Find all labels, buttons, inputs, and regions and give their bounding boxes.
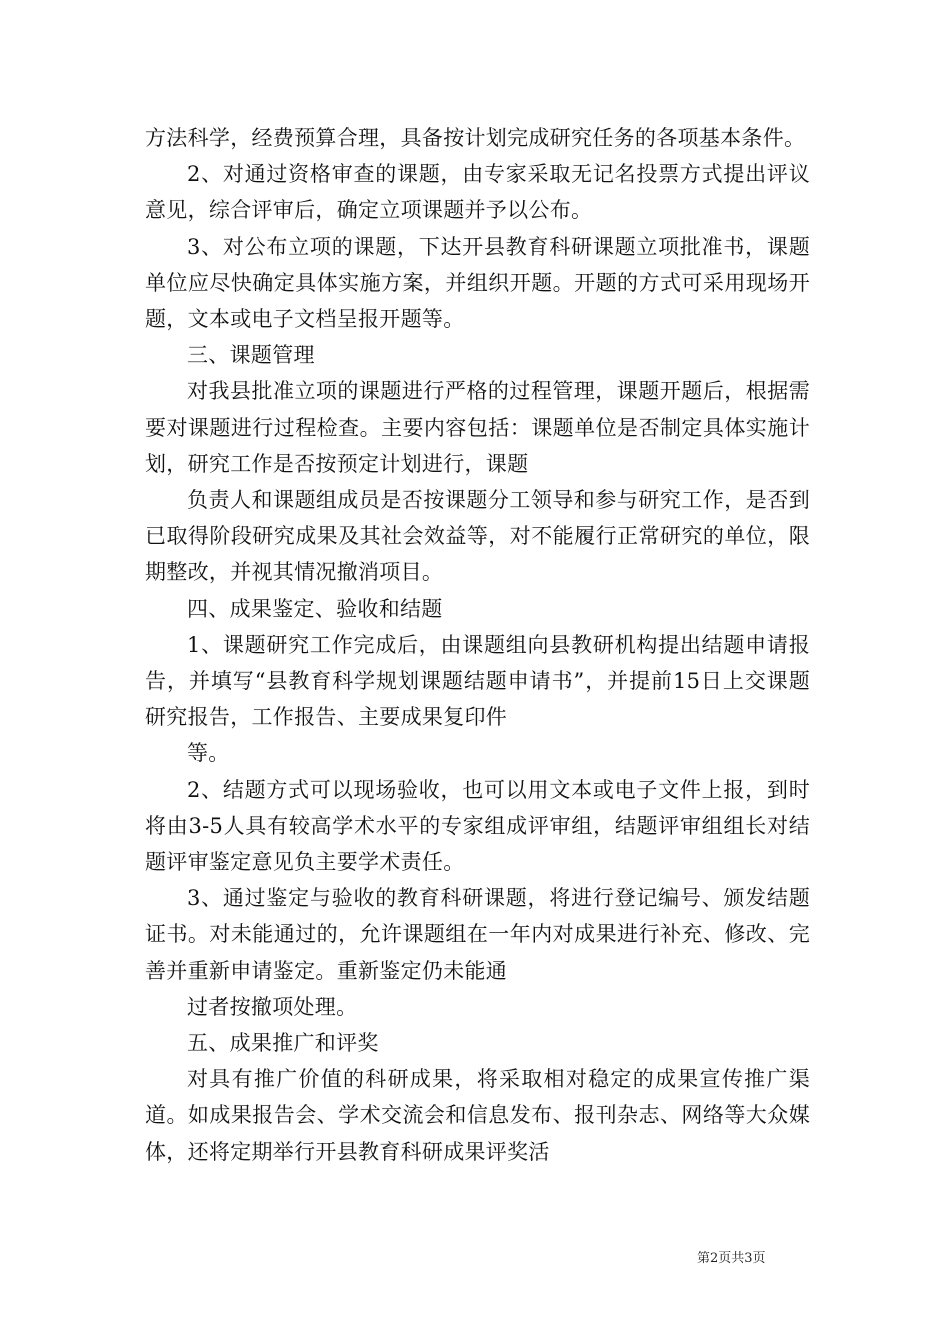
paragraph: 2、对通过资格审查的课题，由专家采取无记名投票方式提出评议意见，综合评审后，确定立项课题并予以公布。 xyxy=(145,162,810,223)
paragraph: 对我县批准立项的课题进行严格的过程管理，课题开题后，根据需要对课题进行过程检查。主要内容包括：课题单位是否制定具体实施计划，研究工作是否按预定计划进行，课题 xyxy=(145,379,810,476)
paragraph: 2、结题方式可以现场验收，也可以用文本或电子文件上报，到时将由3-5人具有较高学术水平的专家组成评审组，结题评审组组长对结题评审鉴定意见负主要学术责任。 xyxy=(145,777,810,875)
paragraph: 3、对公布立项的课题，下达开县教育科研课题立项批准书，课题单位应尽快确定具体实施方案，并组织开题。开题的方式可采用现场开题，文本或电子文档呈报开题等。 xyxy=(145,234,810,332)
section-heading: 五、成果推广和评奖 xyxy=(187,1031,379,1056)
paragraph: 负责人和课题组成员是否按课题分工领导和参与研究工作，是否到已取得阶段研究成果及其社会效益等，对不能履行正常研究的单位，限期整改，并视其情况撤消项目。 xyxy=(145,488,810,585)
paragraph: 过者按撤项处理。 xyxy=(187,994,358,1019)
paragraph-continuation: 方法科学，经费预算合理，具备按计划完成研究任务的各项基本条件。 xyxy=(145,126,806,150)
page-number: 第2页共3页 xyxy=(697,1251,766,1266)
section-heading: 三、课题管理 xyxy=(187,343,315,368)
paragraph: 等。 xyxy=(187,741,230,766)
section-heading: 四、成果鉴定、验收和结题 xyxy=(187,596,443,621)
document-body xyxy=(145,120,810,1170)
paragraph: 1、课题研究工作完成后，由课题组向县教研机构提出结题申请报告，并填写“县教育科学规划课题结题申请书”，并提前15日上交课题研究报告，工作报告、主要成果复印件 xyxy=(145,632,810,730)
paragraph: 3、通过鉴定与验收的教育科研课题，将进行登记编号、颁发结题证书。对未能通过的，允许课题组在一年内对成果进行补充、修改、完善并重新申请鉴定。重新鉴定仍未能通 xyxy=(145,886,810,983)
paragraph: 对具有推广价值的科研成果，将采取相对稳定的成果宣传推广渠道。如成果报告会、学术交流会和信息发布、报刊杂志、网络等大众媒体，还将定期举行开县教育科研成果评奖活 xyxy=(145,1067,810,1164)
